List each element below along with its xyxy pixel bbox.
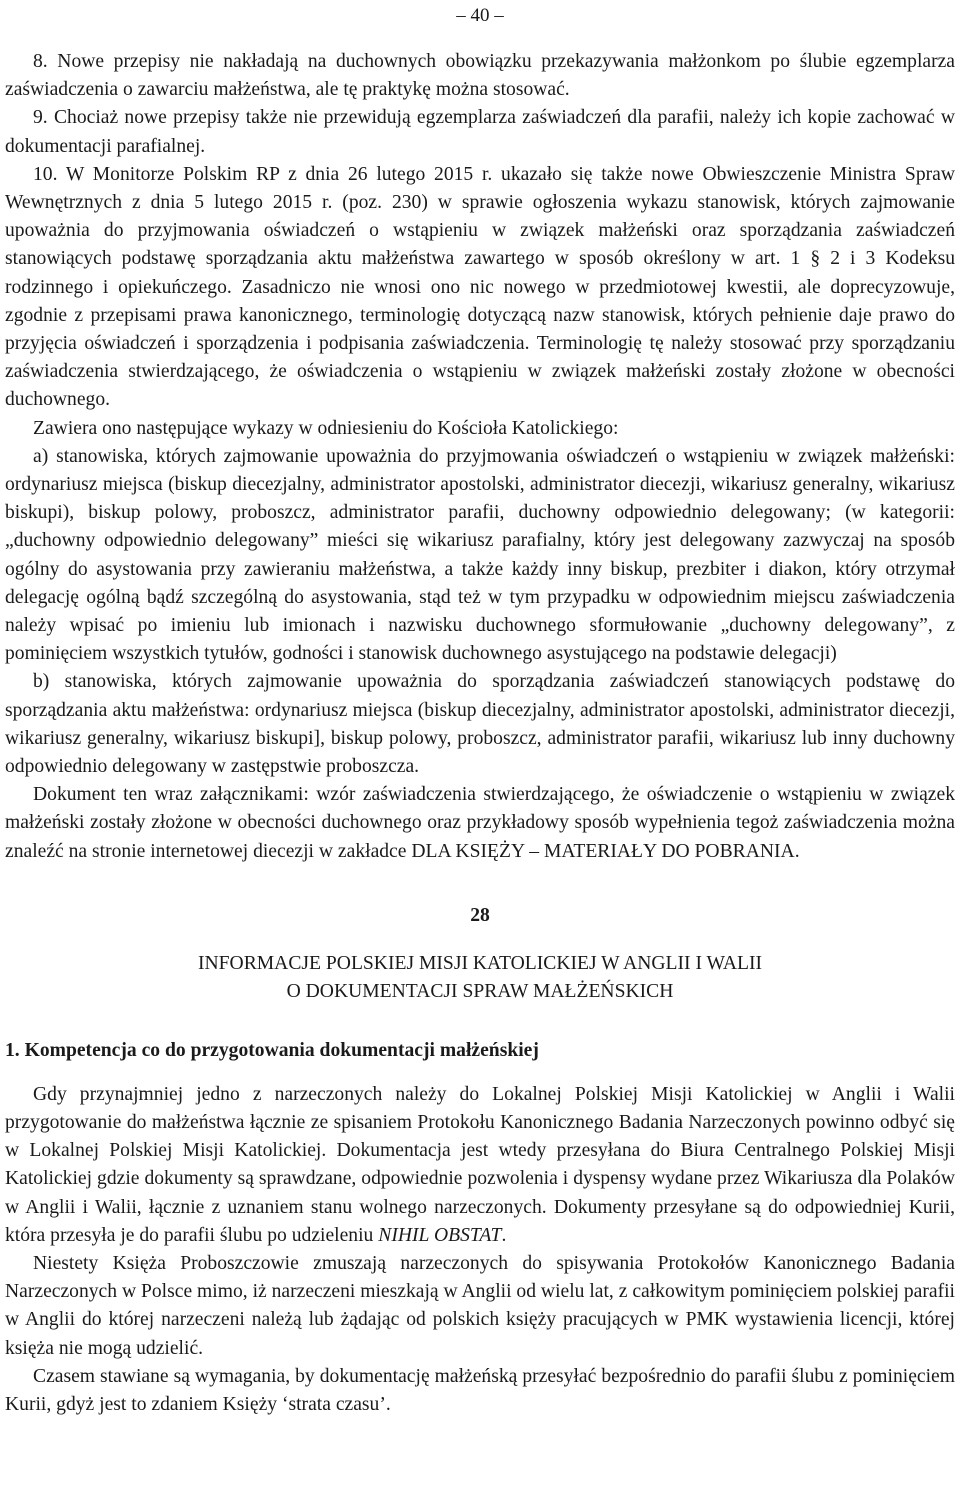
section-paragraph-2: Niestety Księża Proboszczowie zmuszają narzeczonych do spisywania Protokołów Kanonicznego Badania Narzeczonych w Polsce mimo, iż narzeczeni mieszkają w Anglii od wielu lat, z całkowitym pominięciem polskiej parafii w Anglii do której narzeczeni należą lub żądając od polskich księży pracujących w PMK wystawienia licencji, której księża nie mogą udzielić. <box>5 1252 955 1359</box>
section-paragraph-1 <box>5 1081 955 1250</box>
paragraph-1-end: . <box>501 1224 507 1246</box>
list-item-b: b) stanowiska, których zajmowanie upoważnia do sporządzania zaświadczeń stanowiących podstawę do sporządzania aktu małżeństwa: ordynariusz miejsca (biskup diecezjalny, administrator apostolski, administrator diecezji, wikariusz generalny, wikariusz biskupi], biskup polowy, proboszcz, administrator parafii, wikariusz lub inny duchowny odpowiednio delegowany w zastępstwie proboszcza. <box>5 671 955 778</box>
section-title-line-2: O DOKUMENTACJI SPRAW MAŁŻEŃSKICH <box>286 981 674 1003</box>
section-paragraph-3: Czasem stawiane są wymagania, by dokumentację małżeńską przesyłać bezpośrednio do parafii ślubu z pominięciem Kurii, gdyż jest to zdaniem Księży ‘strata czasu’. <box>5 1365 955 1415</box>
subheading: 1. Kompetencja co do przygotowania dokumentacji małżeńskiej <box>5 1039 539 1061</box>
page-body <box>5 48 955 1419</box>
list-item-a: a) stanowiska, których zajmowanie upoważnia do przyjmowania oświadczeń o wstąpieniu w związek małżeński: ordynariusz miejsca (biskup diecezjalny, administrator apostolski, administrator diecezji, wikariusz generalny, wikariusz biskupi), biskup polowy, proboszcz, administrator parafii, duchowny odpowiednio delegowany; (w kategorii: „duchowny odpowiednio delegowany” mieści się wikariusz parafialny, który jest delegowany zazwyczaj na sposób ogólny do asystowania przy zawieraniu małżeństwa, a także każdy inny biskup, prezbiter i diakon, który otrzymał delegację ogólną bądź szczególną do asystowania, stąd też w tym przypadku w odpowiednim miejscu zaświadczenia należy wpisać po imieniu lub imionach i nazwisku duchownego sformułowanie „duchowny delegowany”, z pominięciem wszystkich tytułów, godności i stanowisk duchownego asystującego na podstawie delegacji) <box>5 445 955 665</box>
page-number: – 40 – <box>456 5 504 26</box>
item-10: 10. W Monitorze Polskim RP z dnia 26 lutego 2015 r. ukazało się także nowe Obwieszczenie Ministra Spraw Wewnętrznych z dnia 5 lutego 2015 r. (poz. 230) w sprawie ogłoszenia wykazu stanowisk, których zajmowanie upoważnia do przyjmowania oświadczeń o wstąpieniu w związek małżeński oraz sporządzania zaświadczeń stanowiących podstawę sporządzania aktu małżeństwa zawartego w sposób określony w art. 1 § 2 i 3 Kodeksu rodzinnego i opiekuńczego. Zasadniczo nie wnosi ono nic nowego w przedmiotowej kwestii, ale doprecyzowuje, zgodnie z przepisami prawa kanonicznego, terminologię dotyczącą nazw stanowisk, których pełnienie daje prawo do przyjęcia oświadczeń i sporządzenia i podpisania zaświadczenia. Terminologię tę należy stosować przy sporządzaniu zaświadczenia stwierdzającego, że oświadczenia o wstąpieniu w związek małżeński zostały złożone w obecności duchownego. <box>5 163 955 411</box>
document-note: Dokument ten wraz załącznikami: wzór zaświadczenia stwierdzającego, że oświadczenie o wstąpieniu w związek małżeński zostały złożone w obecności duchownego oraz przykładowy sposób wypełnienia tegoż zaświadczenia można znaleźć na stronie internetowej diecezji w zakładce DLA KSIĘŻY – MATERIAŁY DO POBRANIA. <box>5 784 955 862</box>
item-9: 9. Chociaż nowe przepisy także nie przewidują egzemplarza zaświadczeń dla parafii, należy ich kopie zachować w dokumentacji parafialnej. <box>5 107 955 157</box>
paragraph-1-text: Gdy przynajmniej jedno z narzeczonych należy do Lokalnej Polskiej Misji Katolickiej w Anglii i Walii przygotowanie do małżeństwa łącznie ze spisaniem Protokołu Kanonicznego Badania Narzeczonych powinno odbyć się w Lokalnej Polskiej Misji Katolickiej. Dokumentacja jest wtedy przesyłana do Biura Centralnego Polskiej Misji Katolickiej gdzie dokumenty są sprawdzane, odpowiednie pozwolenia i dyspensy wydane przez Wikariusza dla Polaków w Anglii i Walii, łącznie z uznaniem stanu wolnego narzeczonych. Dokumenty przesyłane są do odpowiedniej Kurii, która przesyła je do parafii ślubu po udzieleniu <box>5 1083 955 1246</box>
section-number: 28 <box>470 904 490 926</box>
section-title <box>5 950 955 1006</box>
list-intro: Zawiera ono następujące wykazy w odniesieniu do Kościoła Katolickiego: <box>33 417 619 439</box>
nihil-obstat: NIHIL OBSTAT <box>378 1224 502 1246</box>
section-title-line-1: INFORMACJE POLSKIEJ MISJI KATOLICKIEJ W ANGLII I WALII <box>197 953 763 975</box>
item-8: 8. Nowe przepisy nie nakładają na duchownych obowiązku przekazywania małżonkom po ślubie egzemplarza zaświadczenia o zawarciu małżeństwa, ale tę praktykę można stosować. <box>5 51 955 101</box>
